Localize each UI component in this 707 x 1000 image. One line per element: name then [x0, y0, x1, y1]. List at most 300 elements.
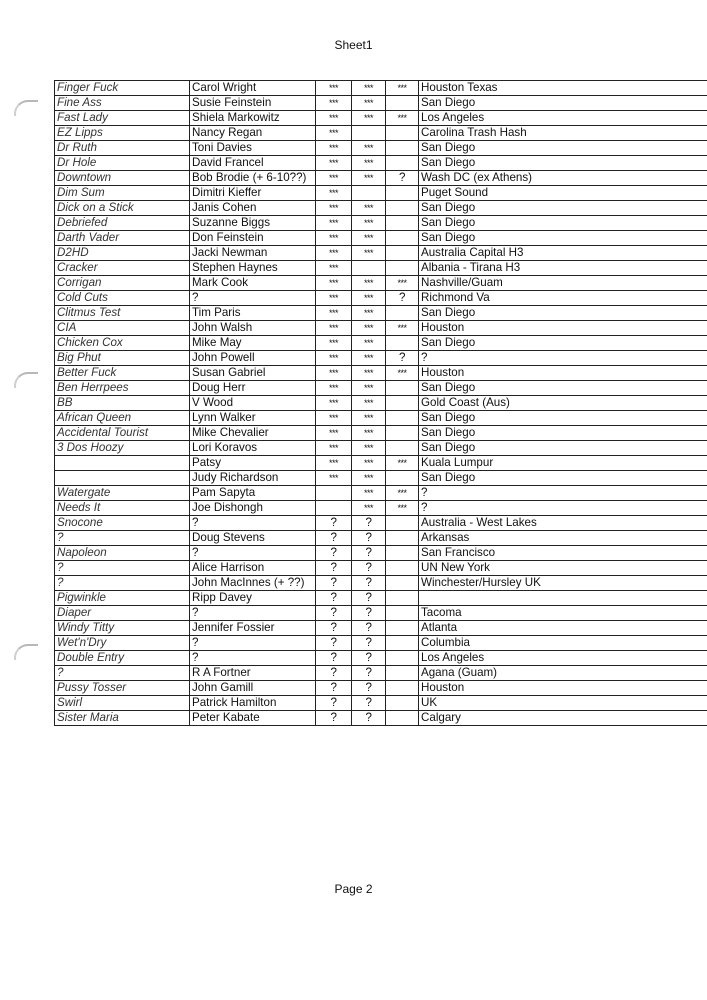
real-name-cell: ? [190, 516, 316, 531]
mark-cell-2: *** [352, 411, 386, 426]
mark-cell-2: ? [352, 516, 386, 531]
mark-cell-1 [316, 486, 352, 501]
hash-name-cell: Snocone [55, 516, 190, 531]
mark-cell-1: *** [316, 471, 352, 486]
table-row [55, 156, 707, 171]
mark-cell-2: *** [352, 486, 386, 501]
mark-cell-1: *** [316, 306, 352, 321]
mark-cell-3 [386, 336, 419, 351]
location-cell: ? [419, 486, 707, 501]
mark-cell-3 [386, 441, 419, 456]
hash-name-cell: Corrigan [55, 276, 190, 291]
mark-cell-2: ? [352, 591, 386, 606]
real-name-cell: Mike Chevalier [190, 426, 316, 441]
mark-cell-1: *** [316, 276, 352, 291]
hash-name-cell: Fast Lady [55, 111, 190, 126]
mark-cell-1: ? [316, 621, 352, 636]
sheet-title: Sheet1 [334, 38, 373, 52]
hash-name-cell: Ben Herrpees [55, 381, 190, 396]
location-cell: San Diego [419, 306, 707, 321]
table-row [55, 546, 707, 561]
mark-cell-2: ? [352, 546, 386, 561]
hash-name-cell: Darth Vader [55, 231, 190, 246]
mark-cell-2: ? [352, 636, 386, 651]
real-name-cell: Jacki Newman [190, 246, 316, 261]
mark-cell-3: ? [386, 351, 419, 366]
location-cell: San Diego [419, 471, 707, 486]
real-name-cell: Doug Herr [190, 381, 316, 396]
mark-cell-2: *** [352, 246, 386, 261]
mark-cell-3 [386, 126, 419, 141]
mark-cell-3: ? [386, 171, 419, 186]
mark-cell-1: ? [316, 531, 352, 546]
table-row [55, 141, 707, 156]
table-row [55, 171, 707, 186]
mark-cell-3 [386, 156, 419, 171]
location-cell: Agana (Guam) [419, 666, 707, 681]
real-name-cell: Toni Davies [190, 141, 316, 156]
location-cell: Richmond Va [419, 291, 707, 306]
hash-name-cell: Swirl [55, 696, 190, 711]
mark-cell-1: *** [316, 186, 352, 201]
location-cell: Wash DC (ex Athens) [419, 171, 707, 186]
hash-name-cell: ? [55, 576, 190, 591]
table-row [55, 576, 707, 591]
table-row [55, 291, 707, 306]
location-cell: Australia - West Lakes [419, 516, 707, 531]
mark-cell-1: *** [316, 321, 352, 336]
mark-cell-2: *** [352, 456, 386, 471]
mark-cell-2: ? [352, 681, 386, 696]
mark-cell-3 [386, 396, 419, 411]
real-name-cell: Susie Feinstein [190, 96, 316, 111]
mark-cell-3 [386, 546, 419, 561]
location-cell: San Diego [419, 201, 707, 216]
mark-cell-2: *** [352, 426, 386, 441]
mark-cell-2: *** [352, 81, 386, 96]
table-row [55, 651, 707, 666]
real-name-cell: Patrick Hamilton [190, 696, 316, 711]
location-cell: San Francisco [419, 546, 707, 561]
mark-cell-2: *** [352, 471, 386, 486]
real-name-cell: Doug Stevens [190, 531, 316, 546]
mark-cell-3: *** [386, 111, 419, 126]
mark-cell-3: *** [386, 456, 419, 471]
mark-cell-2 [352, 186, 386, 201]
table-row [55, 306, 707, 321]
location-cell: San Diego [419, 156, 707, 171]
mark-cell-2: *** [352, 336, 386, 351]
hash-name-cell [55, 471, 190, 486]
punch-hole-mark [14, 372, 38, 388]
real-name-cell: ? [190, 606, 316, 621]
mark-cell-2: *** [352, 501, 386, 516]
mark-cell-3: *** [386, 486, 419, 501]
hash-name-cell: Debriefed [55, 216, 190, 231]
mark-cell-2: ? [352, 666, 386, 681]
table-row [55, 591, 707, 606]
mark-cell-1: ? [316, 666, 352, 681]
table-row [55, 666, 707, 681]
table-row [55, 411, 707, 426]
mark-cell-2: *** [352, 111, 386, 126]
table-row [55, 351, 707, 366]
mark-cell-1: *** [316, 441, 352, 456]
real-name-cell: Mark Cook [190, 276, 316, 291]
table-row [55, 216, 707, 231]
mark-cell-3 [386, 711, 419, 726]
table-row [55, 336, 707, 351]
hash-name-cell: CIA [55, 321, 190, 336]
real-name-cell: Patsy [190, 456, 316, 471]
real-name-cell: Don Feinstein [190, 231, 316, 246]
table-row [55, 396, 707, 411]
mark-cell-2 [352, 261, 386, 276]
location-cell: Atlanta [419, 621, 707, 636]
mark-cell-2: *** [352, 291, 386, 306]
real-name-cell: Bob Brodie (+ 6-10??) [190, 171, 316, 186]
mark-cell-2: ? [352, 576, 386, 591]
hash-name-cell: Needs It [55, 501, 190, 516]
real-name-cell: Stephen Haynes [190, 261, 316, 276]
mark-cell-3 [386, 261, 419, 276]
real-name-cell: Joe Dishongh [190, 501, 316, 516]
table-row [55, 81, 707, 96]
real-name-cell: Carol Wright [190, 81, 316, 96]
mark-cell-1: ? [316, 516, 352, 531]
hash-name-cell: EZ Lipps [55, 126, 190, 141]
real-name-cell: Nancy Regan [190, 126, 316, 141]
real-name-cell: John Walsh [190, 321, 316, 336]
location-cell: Carolina Trash Hash [419, 126, 707, 141]
table-row [55, 381, 707, 396]
table-row [55, 126, 707, 141]
real-name-cell: Alice Harrison [190, 561, 316, 576]
location-cell: Gold Coast (Aus) [419, 396, 707, 411]
location-cell: Nashville/Guam [419, 276, 707, 291]
table-row [55, 486, 707, 501]
table-row [55, 261, 707, 276]
hash-name-cell: Cracker [55, 261, 190, 276]
table-row [55, 501, 707, 516]
mark-cell-3 [386, 651, 419, 666]
mark-cell-1: *** [316, 81, 352, 96]
real-name-cell: ? [190, 291, 316, 306]
real-name-cell: Shiela Markowitz [190, 111, 316, 126]
real-name-cell: Tim Paris [190, 306, 316, 321]
real-name-cell: John MacInnes (+ ??) [190, 576, 316, 591]
mark-cell-2: *** [352, 366, 386, 381]
page-number: Page 2 [334, 882, 373, 896]
location-cell: San Diego [419, 411, 707, 426]
real-name-cell: Lori Koravos [190, 441, 316, 456]
mark-cell-1: *** [316, 291, 352, 306]
location-cell: ? [419, 501, 707, 516]
mark-cell-3 [386, 636, 419, 651]
location-cell: San Diego [419, 381, 707, 396]
hash-name-cell: Finger Fuck [55, 81, 190, 96]
hash-name-cell: African Queen [55, 411, 190, 426]
location-cell: San Diego [419, 426, 707, 441]
mark-cell-1: *** [316, 156, 352, 171]
mark-cell-2: *** [352, 306, 386, 321]
mark-cell-2: *** [352, 396, 386, 411]
location-cell: Houston [419, 366, 707, 381]
hash-name-cell: Windy Titty [55, 621, 190, 636]
real-name-cell: Dimitri Kieffer [190, 186, 316, 201]
hash-name-cell: 3 Dos Hoozy [55, 441, 190, 456]
location-cell: San Diego [419, 231, 707, 246]
table-row [55, 231, 707, 246]
mark-cell-3 [386, 621, 419, 636]
hash-name-cell: ? [55, 666, 190, 681]
real-name-cell: V Wood [190, 396, 316, 411]
mark-cell-1 [316, 501, 352, 516]
table-row [55, 426, 707, 441]
mark-cell-1: *** [316, 171, 352, 186]
hash-name-cell: Chicken Cox [55, 336, 190, 351]
mark-cell-2: *** [352, 96, 386, 111]
mark-cell-1: *** [316, 456, 352, 471]
table-row [55, 561, 707, 576]
real-name-cell: R A Fortner [190, 666, 316, 681]
mark-cell-2: *** [352, 381, 386, 396]
table-row [55, 201, 707, 216]
mark-cell-3 [386, 96, 419, 111]
real-name-cell: ? [190, 651, 316, 666]
real-name-cell: John Powell [190, 351, 316, 366]
mark-cell-3: *** [386, 276, 419, 291]
location-cell: San Diego [419, 336, 707, 351]
mark-cell-1: *** [316, 231, 352, 246]
mark-cell-2: *** [352, 141, 386, 156]
mark-cell-3 [386, 591, 419, 606]
location-cell: UN New York [419, 561, 707, 576]
mark-cell-1: *** [316, 426, 352, 441]
hash-name-cell [55, 456, 190, 471]
real-name-cell: David Francel [190, 156, 316, 171]
mark-cell-3 [386, 531, 419, 546]
table-row [55, 366, 707, 381]
location-cell: Los Angeles [419, 651, 707, 666]
table-row [55, 111, 707, 126]
location-cell: Tacoma [419, 606, 707, 621]
table-row [55, 531, 707, 546]
mark-cell-1: ? [316, 651, 352, 666]
location-cell: Arkansas [419, 531, 707, 546]
table-row [55, 621, 707, 636]
location-cell: Puget Sound [419, 186, 707, 201]
mark-cell-3: *** [386, 366, 419, 381]
mark-cell-2: ? [352, 561, 386, 576]
hash-name-cell: ? [55, 561, 190, 576]
mark-cell-3 [386, 306, 419, 321]
mark-cell-3 [386, 216, 419, 231]
mark-cell-1: *** [316, 141, 352, 156]
hash-name-cell: BB [55, 396, 190, 411]
real-name-cell: Mike May [190, 336, 316, 351]
mark-cell-2: *** [352, 321, 386, 336]
hash-name-cell: Watergate [55, 486, 190, 501]
location-cell: UK [419, 696, 707, 711]
mark-cell-3 [386, 576, 419, 591]
hash-name-cell: Cold Cuts [55, 291, 190, 306]
mark-cell-3 [386, 201, 419, 216]
real-name-cell: Pam Sapyta [190, 486, 316, 501]
mark-cell-2: *** [352, 156, 386, 171]
location-cell: Columbia [419, 636, 707, 651]
mark-cell-3 [386, 471, 419, 486]
mark-cell-2: *** [352, 276, 386, 291]
table-row [55, 276, 707, 291]
mark-cell-2: *** [352, 231, 386, 246]
mark-cell-1: ? [316, 606, 352, 621]
mark-cell-3: *** [386, 321, 419, 336]
mark-cell-2: *** [352, 201, 386, 216]
hash-name-cell: Napoleon [55, 546, 190, 561]
mark-cell-1: *** [316, 366, 352, 381]
hash-name-cell: Sister Maria [55, 711, 190, 726]
roster-body [55, 81, 707, 726]
real-name-cell: John Gamill [190, 681, 316, 696]
mark-cell-1: *** [316, 96, 352, 111]
mark-cell-1: *** [316, 111, 352, 126]
location-cell: Winchester/Hursley UK [419, 576, 707, 591]
hash-name-cell: Downtown [55, 171, 190, 186]
mark-cell-2: ? [352, 531, 386, 546]
mark-cell-1: *** [316, 411, 352, 426]
mark-cell-1: *** [316, 126, 352, 141]
hash-name-cell: Big Phut [55, 351, 190, 366]
mark-cell-2: *** [352, 441, 386, 456]
table-row [55, 696, 707, 711]
hash-name-cell: ? [55, 531, 190, 546]
mark-cell-3 [386, 141, 419, 156]
location-cell [419, 591, 707, 606]
location-cell: Albania - Tirana H3 [419, 261, 707, 276]
mark-cell-3: ? [386, 291, 419, 306]
real-name-cell: Peter Kabate [190, 711, 316, 726]
punch-hole-mark [14, 644, 38, 660]
mark-cell-2: *** [352, 351, 386, 366]
hash-name-cell: Double Entry [55, 651, 190, 666]
table-row [55, 711, 707, 726]
mark-cell-1: *** [316, 201, 352, 216]
table-row [55, 441, 707, 456]
location-cell: Los Angeles [419, 111, 707, 126]
mark-cell-3 [386, 381, 419, 396]
hash-name-cell: Accidental Tourist [55, 426, 190, 441]
mark-cell-3 [386, 246, 419, 261]
mark-cell-3 [386, 561, 419, 576]
hash-name-cell: Pussy Tosser [55, 681, 190, 696]
mark-cell-2: ? [352, 606, 386, 621]
real-name-cell: ? [190, 546, 316, 561]
real-name-cell: Susan Gabriel [190, 366, 316, 381]
location-cell: Houston [419, 681, 707, 696]
mark-cell-2: ? [352, 651, 386, 666]
hash-name-cell: Dr Ruth [55, 141, 190, 156]
hash-name-cell: Dr Hole [55, 156, 190, 171]
mark-cell-2 [352, 126, 386, 141]
hash-name-cell: D2HD [55, 246, 190, 261]
mark-cell-1: ? [316, 576, 352, 591]
mark-cell-1: ? [316, 636, 352, 651]
mark-cell-2: *** [352, 216, 386, 231]
table-row [55, 471, 707, 486]
mark-cell-1: *** [316, 336, 352, 351]
mark-cell-1: ? [316, 546, 352, 561]
location-cell: San Diego [419, 141, 707, 156]
mark-cell-1: ? [316, 561, 352, 576]
mark-cell-1: *** [316, 351, 352, 366]
mark-cell-1: *** [316, 216, 352, 231]
mark-cell-3 [386, 696, 419, 711]
real-name-cell: Jennifer Fossier [190, 621, 316, 636]
table-row [55, 96, 707, 111]
location-cell: San Diego [419, 216, 707, 231]
real-name-cell: Judy Richardson [190, 471, 316, 486]
mark-cell-1: *** [316, 261, 352, 276]
real-name-cell: ? [190, 636, 316, 651]
mark-cell-3: *** [386, 501, 419, 516]
mark-cell-2: ? [352, 711, 386, 726]
location-cell: San Diego [419, 441, 707, 456]
hash-name-cell: Dim Sum [55, 186, 190, 201]
mark-cell-1: *** [316, 246, 352, 261]
mark-cell-1: ? [316, 711, 352, 726]
location-cell: ? [419, 351, 707, 366]
hash-name-cell: Clitmus Test [55, 306, 190, 321]
hash-name-cell: Pigwinkle [55, 591, 190, 606]
punch-hole-mark [14, 100, 38, 116]
table-row [55, 321, 707, 336]
hash-name-cell: Diaper [55, 606, 190, 621]
mark-cell-3 [386, 426, 419, 441]
table-row [55, 636, 707, 651]
mark-cell-2: ? [352, 696, 386, 711]
real-name-cell: Janis Cohen [190, 201, 316, 216]
mark-cell-1: ? [316, 696, 352, 711]
mark-cell-1: ? [316, 681, 352, 696]
mark-cell-2: ? [352, 621, 386, 636]
location-cell: Calgary [419, 711, 707, 726]
hash-name-cell: Better Fuck [55, 366, 190, 381]
mark-cell-1: ? [316, 591, 352, 606]
location-cell: Kuala Lumpur [419, 456, 707, 471]
real-name-cell: Lynn Walker [190, 411, 316, 426]
hash-name-cell: Wet'n'Dry [55, 636, 190, 651]
mark-cell-3: *** [386, 81, 419, 96]
hash-name-cell: Dick on a Stick [55, 201, 190, 216]
table-row [55, 246, 707, 261]
location-cell: Houston [419, 321, 707, 336]
mark-cell-3 [386, 666, 419, 681]
table-row [55, 681, 707, 696]
location-cell: San Diego [419, 96, 707, 111]
mark-cell-3 [386, 606, 419, 621]
table-row [55, 516, 707, 531]
roster-table [54, 80, 707, 726]
mark-cell-2: *** [352, 171, 386, 186]
table-row [55, 606, 707, 621]
mark-cell-3 [386, 681, 419, 696]
mark-cell-1: *** [316, 396, 352, 411]
table-row [55, 186, 707, 201]
real-name-cell: Ripp Davey [190, 591, 316, 606]
table-row [55, 456, 707, 471]
mark-cell-3 [386, 411, 419, 426]
